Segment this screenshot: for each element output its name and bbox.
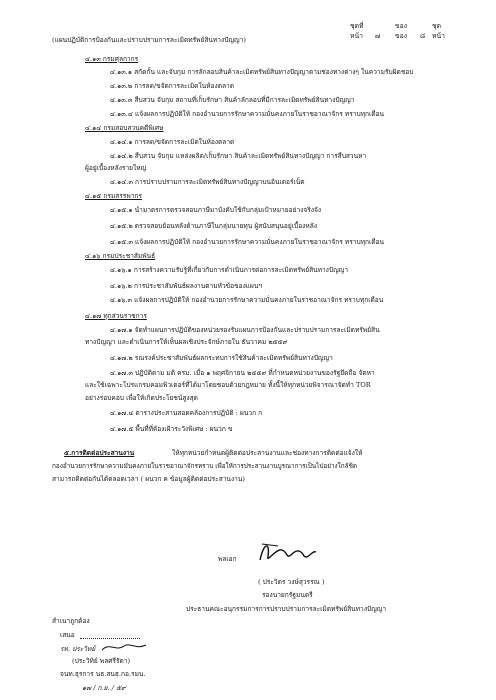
page-label: หน้า	[350, 32, 363, 40]
body-line: ๔.๑๓.๒ การลด/ขจัดการละเมิดในห้องตลาด	[110, 82, 235, 90]
body-line: ผู้อยู่เบื้องหลังรายใหญ่	[85, 164, 147, 172]
section5-heading: ๕.การติดต่อประสานงาน	[64, 449, 135, 457]
section-heading: ๔.๑๓ กรมศุลกากร	[85, 55, 139, 63]
body-line: ๔.๑๔.๑ การลด/ขจัดการละเมิดในห้องตลาด	[110, 138, 235, 146]
copy-date: ๑๗ / ก.ย. / ๕๙	[82, 684, 126, 692]
body-line: ๔.๑๕.๒ ตรวจสอบย้อนหลังด้านภาษีในกลุ่มนายทุน ผู้สนับสนุนอยู่เบื้องหลัง	[110, 222, 317, 230]
page-number: ๗	[375, 32, 381, 40]
body-line: ๔.๑๗.๔ ตารางประสานสอดคล้องการปฏิบัติ : ผนวก ก	[110, 409, 263, 417]
body-line: ๔.๑๖.๑ การสร้างความรับรู้ที่เกี่ยวกับการดำเนินการต่อการละเมิดทรัพย์สินทางปัญญา	[110, 266, 349, 274]
body-line: ๔.๑๔.๓ การปราบปรามการละเมิดทรัพย์สินทางปัญญาบนอินเตอร์เน็ต	[110, 178, 305, 186]
section-heading: ๔.๑๕ กรมสรรพากร	[85, 192, 142, 200]
body-line: ๔.๑๗.๑ จัดทำแผนการปฏิบัติของหน่วยรองรับแผนการป้องกันและปราบปรามการละเมิดทรัพย์สิน	[110, 326, 380, 334]
copy-line: (ประวิทิย์ พลศรีรัตา)	[72, 657, 131, 665]
signatory-position: รองนายกรัฐมนตรี	[262, 591, 313, 599]
body-line: ทางปัญญา และดำเนินการให้เห็นผลเชิงประจักษ์ภายใน ธันวาคม ๒๕๕๙	[85, 338, 288, 346]
copy-signature	[100, 640, 150, 654]
section5-line: กองอำนวยการรักษาความมั่นคงภายในราชอาณาจักรทราบ เพื่อให้การประสานงานบูรณาการเป็นไปอย่างใกล้ชิด	[52, 462, 358, 470]
copy-line: จนท.ธุรการ นธ.สนธ.กอ.รมน.	[60, 670, 146, 678]
body-line: ๔.๑๕.๑ นำมาตรการตรวจสอบภาษีมาบังคับใช้กับกลุ่มเป้าหมายอย่างจริงจัง	[110, 206, 322, 214]
copy-line: รท. ประวิทย์	[60, 645, 96, 653]
section5-line: สามารถติดต่อกันได้ตลอดเวลา ( ผนวก ค ข้อมูลผู้ติดต่อประสานงาน)	[52, 475, 245, 483]
set-of-label: ของ	[395, 22, 408, 30]
section-heading: ๔.๑๖ กรมประชาสัมพันธ์	[85, 252, 156, 260]
section-heading: ๔.๑๗ ทุกส่วนราชการ	[85, 312, 147, 320]
signature-rank: พลเอก	[218, 555, 237, 563]
page-suffix: หน้า	[432, 32, 445, 40]
body-line: ๔.๑๗.๓ ปฏิบัติตาม มติ ครม. เมื่อ ๑ พฤศจิกายน ๒๕๕๙ ที่กำหนดหน่วยงานของรัฐยึดถือ จัดหา	[110, 369, 375, 377]
body-line: ๔.๑๖.๒ การประชาสัมพันธ์ผลงานตามหัวข้อของแผนฯ	[110, 282, 263, 290]
body-line: ๔.๑๓.๑ สกัดกั้น และจับกุม การลักลอบสินค้าละเมิดทรัพย์สินทางปัญญาตามช่องทางต่างๆ ในความรับผิดชอบ	[110, 68, 414, 76]
page-total: ๘	[420, 32, 426, 40]
body-line: ๔.๑๕.๓ แจ้งผลการปฏิบัติให้ กองอำนวยการรักษาความมั่นคงภายในราชอาณาจักร ทราบทุกเดือน	[110, 238, 385, 246]
body-line: ๔.๑๖.๓ แจ้งผลการปฏิบัติให้ กองอำนวยการรักษาความมั่นคงภายในราชอาณาจักร ทราบทุกเดือน	[110, 296, 384, 304]
copy-title: สำเนาถูกต้อง	[52, 617, 90, 625]
section5-line: ให้ทุกหน่วยกำหนดผู้ติดต่อประสานงานและช่องทางการติดต่อแจ้งให้	[172, 449, 363, 457]
set-label: ชุดที่	[350, 22, 364, 30]
set-of-suffix: ชุด	[432, 22, 442, 30]
copy-dotted-line	[80, 638, 140, 639]
body-line: ๔.๑๓.๔ แจ้งผลการปฏิบัติให้ กองอำนวยการรักษาความมั่นคงภายในราชอาณาจักร ทราบทุกเดือน	[110, 110, 385, 118]
body-line: ๔.๑๔.๒ สืบสวน จับกุม แหล่งผลิต/เก็บรักษา สินค้าละเมิดทรัพย์สินทางปัญญา การสืบสวนหา	[110, 152, 367, 160]
body-line: อย่างรอบคอบ เพื่อให้เกิดประโยชน์สูงสุด	[85, 394, 198, 402]
handwritten-signature	[252, 538, 322, 566]
document-title: (แผนปฏิบัติการป้องกันและปราบปรามการละเมิดทรัพย์สินทางปัญญา)	[52, 36, 246, 44]
page-of-label: ของ	[395, 32, 408, 40]
body-line: และใช้เฉพาะโปรแกรมคอมพิวเตอร์ที่ได้มาโดยชอบด้วยกฎหมาย ทั้งนี้ให้ทุกหน่วยพิจารณาจัดทำ TOR	[85, 381, 371, 389]
body-line: ๔.๑๗.๒ รณรงค์ประชาสัมพันธ์ผลกระทบการใช้สินค้าละเมิดทรัพย์สินทางปัญญา	[110, 354, 333, 362]
body-line: ๔.๑๓.๓ สืบสวน จับกุม สถานที่เก็บรักษา สินค้าลักลอบที่มีการละเมิดทรัพย์สินทางปัญญา	[110, 96, 355, 104]
body-line: ๔.๑๗.๕ พื้นที่ที่ต้องเฝ้าระวังพิเศษ : ผนวก ข	[110, 425, 233, 433]
section-heading: ๔.๑๔ กรมสอบสวนคดีพิเศษ	[85, 124, 164, 132]
signatory-position: ประธานคณะอนุกรรมการการปราบปรามการละเมิดทรัพย์สินทางปัญญา	[186, 605, 387, 613]
copy-line: เสนอ	[60, 631, 75, 639]
signatory-name: ( ประวิตร วงษ์สุวรรณ )	[258, 578, 325, 586]
